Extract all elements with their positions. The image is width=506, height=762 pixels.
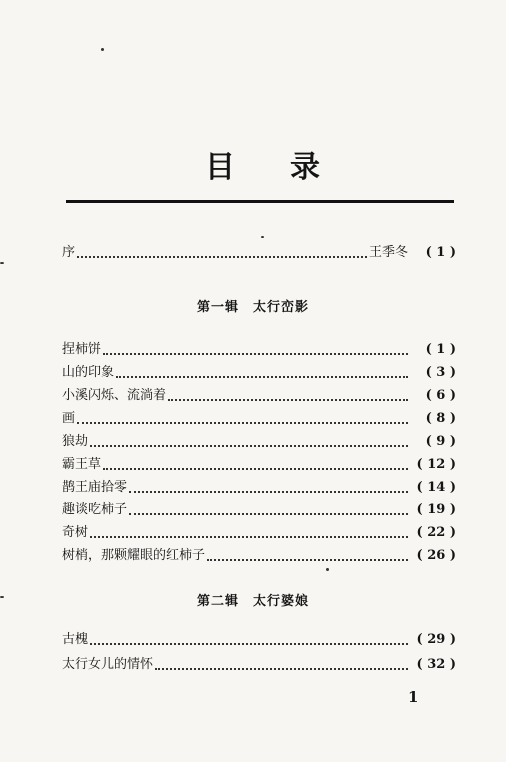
dot-leader: [129, 513, 408, 515]
toc-entry-label: 树梢，那颗耀眼的红柿子: [62, 548, 206, 563]
toc-entry-author: 王季冬: [368, 245, 408, 260]
toc-entry: [62, 455, 456, 475]
toc-entry-page: ( 22 ): [416, 525, 456, 540]
toc-entry-label: 画: [62, 411, 76, 426]
toc-entry: [62, 500, 456, 520]
toc-entry-label: 序: [62, 245, 76, 260]
dot-leader: [116, 376, 408, 378]
title-divider: [66, 200, 454, 203]
toc-entry-page: ( 29 ): [416, 632, 456, 647]
dot-leader: [103, 468, 408, 470]
page-title-char-1: 目: [205, 150, 235, 185]
toc-entry: [62, 432, 456, 452]
toc-entry-label: 山的印象: [62, 365, 115, 380]
toc-entry: [62, 340, 456, 360]
toc-entry-preface: [62, 243, 456, 263]
dot-leader: [129, 491, 408, 493]
section-heading-2: 第二辑 太行婆娘: [196, 594, 309, 609]
page-number: 1: [408, 688, 419, 706]
toc-entry: [62, 409, 456, 429]
scan-speck: [326, 568, 329, 571]
toc-entry-page: ( 26 ): [416, 548, 456, 563]
toc-entry-page: ( 9 ): [425, 434, 456, 449]
toc-entry-label: 趣谈吃柿子: [62, 502, 128, 517]
toc-entry-page: ( 6 ): [425, 388, 456, 403]
toc-entry-page: ( 8 ): [425, 411, 456, 426]
toc-entry-page: ( 3 ): [425, 365, 456, 380]
toc-entry: [62, 655, 456, 675]
toc-entry-label: 鹊王庙拾零: [62, 480, 128, 495]
toc-entry-page: ( 19 ): [416, 502, 456, 517]
scan-speck: [0, 596, 4, 598]
dot-leader: [90, 536, 408, 538]
scan-speck: [0, 262, 4, 264]
toc-entry: [62, 363, 456, 383]
toc-entry-label: 捏柿饼: [62, 342, 102, 357]
toc-entry-page: ( 1 ): [425, 245, 456, 260]
toc-entry-label: 古槐: [62, 632, 89, 647]
dot-leader: [90, 445, 408, 447]
dot-leader: [155, 668, 408, 670]
page-title-char-2: 录: [290, 150, 320, 185]
toc-entry: [62, 478, 456, 498]
scan-speck: [261, 236, 264, 238]
toc-entry-label: 太行女儿的情怀: [62, 657, 154, 672]
dot-leader: [168, 399, 408, 401]
section-heading-1: 第一辑 太行峦影: [196, 300, 309, 315]
dot-leader: [207, 559, 408, 561]
toc-entry-label: 狼劫: [62, 434, 89, 449]
dot-leader: [77, 256, 367, 258]
toc-entry: [62, 386, 456, 406]
toc-entry: [62, 546, 456, 566]
toc-entry-label: 霸王草: [62, 457, 102, 472]
toc-entry-page: ( 32 ): [416, 657, 456, 672]
dot-leader: [90, 643, 408, 645]
dot-leader: [103, 353, 408, 355]
toc-entry: [62, 523, 456, 543]
toc-entry-label: 小溪闪烁、流淌着: [62, 388, 167, 403]
toc-entry-page: ( 1 ): [425, 342, 456, 357]
dot-leader: [77, 422, 408, 424]
toc-entry-label: 奇树: [62, 525, 89, 540]
toc-entry-page: ( 12 ): [416, 457, 456, 472]
toc-entry-page: ( 14 ): [416, 480, 456, 495]
scan-speck: [101, 48, 104, 51]
toc-entry: [62, 630, 456, 650]
